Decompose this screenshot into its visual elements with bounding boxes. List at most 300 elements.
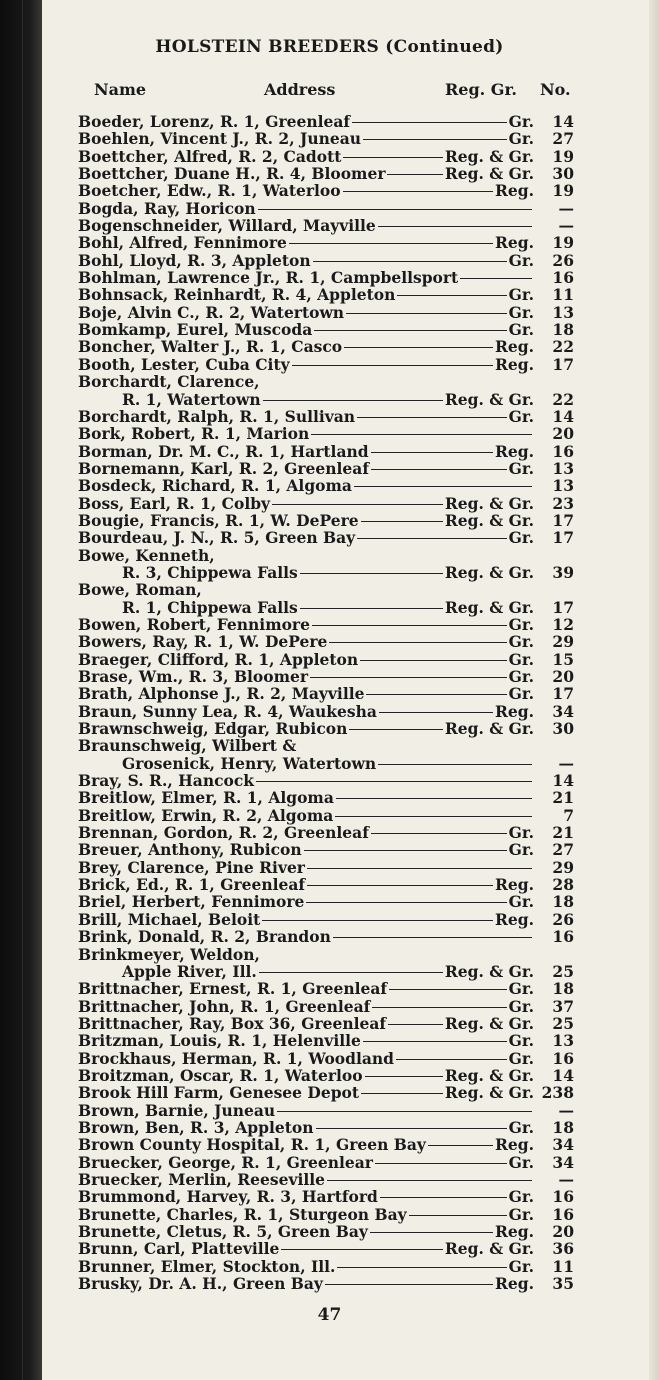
herd-number: 17 — [552, 354, 574, 374]
list-item — [78, 1206, 574, 1223]
registration-type: Reg. — [495, 337, 534, 357]
registration-type: Gr. — [508, 406, 534, 426]
registration-type: Reg. & Gr. — [444, 164, 534, 184]
dotted-leader — [343, 191, 493, 192]
dotted-leader — [346, 313, 507, 314]
herd-number: 20 — [552, 424, 574, 444]
breeder-list — [78, 113, 574, 1292]
list-item — [78, 529, 574, 546]
herd-number: 15 — [552, 649, 574, 669]
dotted-leader — [304, 850, 507, 851]
breeder-name-address: Bosdeck, Richard, R. 1, Algoma — [78, 476, 352, 496]
herd-number: 29 — [552, 632, 574, 652]
breeder-name-address: Bomkamp, Eurel, Muscoda — [78, 320, 313, 340]
dotted-leader — [357, 417, 507, 418]
dotted-leader — [378, 226, 532, 227]
list-item — [78, 1015, 574, 1032]
breeder-name-address: Bohl, Alfred, Fennimore — [78, 233, 287, 253]
registration-type: Gr. — [508, 1152, 534, 1172]
herd-number: 35 — [552, 1274, 574, 1294]
list-item — [78, 408, 574, 425]
breeder-name-address: Briel, Herbert, Fennimore — [78, 892, 305, 912]
dotted-leader — [311, 434, 532, 435]
dotted-leader — [256, 781, 532, 782]
herd-number: 238 — [541, 1083, 574, 1103]
dotted-leader — [327, 1180, 532, 1181]
dotted-leader — [375, 1163, 507, 1164]
dotted-leader — [343, 157, 442, 158]
list-item — [78, 876, 574, 893]
dotted-leader — [460, 278, 532, 279]
breeder-name-address: Boettcher, Alfred, R. 2, Cadott — [78, 146, 342, 166]
column-header-name: Name — [94, 80, 147, 99]
breeder-name-address: Bougie, Francis, R. 1, W. DePere — [78, 510, 359, 530]
list-item — [78, 130, 574, 147]
list-item — [78, 269, 574, 286]
dotted-leader — [329, 642, 506, 643]
list-item — [78, 1084, 574, 1101]
breeder-name-address: Boetcher, Edw., R. 1, Waterloo — [78, 181, 341, 201]
herd-number: 16 — [552, 1204, 574, 1224]
page-title: HOLSTEIN BREEDERS (Continued) — [155, 37, 504, 57]
herd-number: 17 — [552, 597, 574, 617]
herd-number: 19 — [552, 146, 574, 166]
herd-number: 25 — [552, 961, 574, 981]
breeder-name-address: Bohlman, Lawrence Jr., R. 1, Campbellsport — [78, 268, 459, 288]
breeder-name-address: Brath, Alphonse J., R. 2, Mayville — [78, 684, 365, 704]
herd-number: 27 — [552, 129, 574, 149]
herd-number: 14 — [552, 771, 574, 791]
herd-number: 28 — [552, 875, 574, 895]
herd-number: 30 — [552, 719, 574, 739]
list-item — [78, 599, 574, 616]
list-item — [78, 182, 574, 199]
list-item — [78, 581, 574, 598]
dotted-leader — [307, 885, 493, 886]
breeder-name-address: Brennan, Gordon, R. 2, Greenleaf — [78, 823, 369, 843]
breeder-name-address: Bowen, Robert, Fennimore — [78, 614, 310, 634]
herd-number: — — [558, 216, 574, 236]
registration-type: Reg. — [495, 233, 534, 253]
breeder-name-address: Brawnschweig, Edgar, Rubicon — [78, 719, 348, 739]
list-item — [78, 165, 574, 182]
registration-type: Gr. — [508, 840, 534, 860]
registration-type: Reg. — [495, 875, 534, 895]
registration-type: Reg. — [495, 1274, 534, 1294]
list-item — [78, 911, 574, 928]
breeder-name-address: Borchardt, Ralph, R. 1, Sullivan — [78, 406, 356, 426]
dotted-leader — [272, 504, 443, 505]
list-item — [78, 1240, 574, 1257]
dotted-leader — [313, 261, 507, 262]
dotted-leader — [387, 174, 442, 175]
list-item — [78, 321, 574, 338]
breeder-name-address: Brittnacher, Ray, Box 36, Greenleaf — [78, 1013, 387, 1033]
breeder-name-address: Apple River, Ill. — [122, 961, 257, 981]
registration-type: Gr. — [508, 112, 534, 131]
list-item — [78, 859, 574, 876]
dotted-leader — [372, 1007, 506, 1008]
breeder-name-address: Brick, Ed., R. 1, Greenleaf — [78, 875, 306, 895]
herd-number: 7 — [563, 805, 574, 825]
herd-number: 27 — [552, 840, 574, 860]
dotted-leader — [380, 1197, 507, 1198]
list-item — [78, 720, 574, 737]
page-edge — [649, 0, 659, 1380]
herd-number: 16 — [552, 268, 574, 288]
registration-type: Gr. — [508, 129, 534, 149]
herd-number: 21 — [552, 823, 574, 843]
list-item — [78, 234, 574, 251]
list-item — [78, 772, 574, 789]
breeder-name-address: Brown, Barnie, Juneau — [78, 1100, 276, 1120]
dotted-leader — [360, 660, 506, 661]
herd-number: 34 — [552, 1152, 574, 1172]
registration-type: Gr. — [508, 1256, 534, 1276]
herd-number: 16 — [552, 441, 574, 461]
registration-type: Reg. — [495, 441, 534, 461]
dotted-leader — [363, 139, 507, 140]
list-item — [78, 338, 574, 355]
breeder-name-address: Grosenick, Henry, Watertown — [122, 753, 377, 773]
herd-number: 22 — [552, 337, 574, 357]
breeder-name-address: Brockhaus, Herman, R. 1, Woodland — [78, 1048, 395, 1068]
registration-type: Gr. — [508, 892, 534, 912]
herd-number: 14 — [552, 112, 574, 131]
dotted-leader — [300, 608, 443, 609]
breeder-name-address: Booth, Lester, Cuba City — [78, 354, 290, 374]
dotted-leader — [292, 365, 493, 366]
registration-type: Gr. — [508, 320, 534, 340]
list-item — [78, 668, 574, 685]
dotted-leader — [378, 764, 532, 765]
dotted-leader — [307, 868, 532, 869]
list-item — [78, 755, 574, 772]
registration-type: Reg. — [495, 701, 534, 721]
list-item — [78, 252, 574, 269]
list-item — [78, 425, 574, 442]
dotted-leader — [306, 902, 506, 903]
breeder-name-address: R. 3, Chippewa Falls — [122, 562, 298, 582]
dotted-leader — [409, 1215, 507, 1216]
column-header-number: No. — [540, 80, 571, 99]
dotted-leader — [258, 209, 532, 210]
list-item — [78, 998, 574, 1015]
list-item — [78, 460, 574, 477]
breeder-name-address: R. 1, Watertown — [122, 389, 261, 409]
breeder-name-address: R. 1, Chippewa Falls — [122, 597, 298, 617]
dotted-leader — [361, 521, 443, 522]
herd-number: — — [558, 1100, 574, 1120]
dotted-leader — [335, 816, 532, 817]
registration-type: Reg. & Gr. — [444, 1083, 534, 1103]
dotted-leader — [312, 625, 507, 626]
dotted-leader — [396, 1059, 507, 1060]
herd-number: 37 — [552, 996, 574, 1016]
registration-type: Gr. — [508, 1048, 534, 1068]
list-item — [78, 1258, 574, 1275]
breeder-name-address: Boncher, Walter J., R. 1, Casco — [78, 337, 343, 357]
list-item — [78, 113, 574, 130]
dotted-leader — [325, 1284, 493, 1285]
herd-number: 14 — [552, 406, 574, 426]
list-item — [78, 1275, 574, 1292]
list-item — [78, 824, 574, 841]
registration-type: Reg. & Gr. — [444, 1065, 534, 1085]
book-spine-strip — [16, 0, 23, 1380]
breeder-name-address: Brunette, Cletus, R. 5, Green Bay — [78, 1222, 368, 1241]
breeder-name-address: Brink, Donald, R. 2, Brandon — [78, 927, 331, 947]
breeder-name-address: Bowe, Roman, — [78, 580, 202, 600]
breeder-name-address: Brown County Hospital, R. 1, Green Bay — [78, 1135, 426, 1155]
list-item — [78, 1154, 574, 1171]
list-item — [78, 200, 574, 217]
list-item — [78, 703, 574, 720]
herd-number: — — [558, 753, 574, 773]
list-item — [78, 356, 574, 373]
dotted-leader — [310, 677, 507, 678]
dotted-leader — [289, 243, 493, 244]
breeder-name-address: Brook Hill Farm, Genesee Depot — [78, 1083, 360, 1103]
breeder-name-address: Bowers, Ray, R. 1, W. DePere — [78, 632, 328, 652]
herd-number: 20 — [552, 1222, 574, 1241]
registration-type: Reg. & Gr. — [444, 510, 534, 530]
registration-type: Reg. & Gr. — [444, 562, 534, 582]
breeder-name-address: Boss, Earl, R. 1, Colby — [78, 493, 271, 513]
registration-type: Gr. — [508, 458, 534, 478]
list-item — [78, 807, 574, 824]
registration-type: Reg. & Gr. — [444, 719, 534, 739]
breeder-name-address: Breuer, Anthony, Rubicon — [78, 840, 302, 860]
breeder-name-address: Brunner, Elmer, Stockton, Ill. — [78, 1256, 336, 1276]
registration-type: Reg. & Gr. — [444, 493, 534, 513]
herd-number: 11 — [552, 285, 574, 305]
breeder-name-address: Bray, S. R., Hancock — [78, 771, 255, 791]
registration-type: Gr. — [508, 1204, 534, 1224]
dotted-leader — [371, 469, 507, 470]
list-item — [78, 564, 574, 581]
breeder-name-address: Brunn, Carl, Platteville — [78, 1239, 280, 1259]
registration-type: Reg. & Gr. — [444, 146, 534, 166]
dotted-leader — [379, 712, 493, 713]
registration-type: Gr. — [508, 667, 534, 686]
breeder-name-address: Bruecker, Merlin, Reeseville — [78, 1169, 326, 1189]
herd-number: 17 — [552, 528, 574, 548]
list-item — [78, 495, 574, 512]
list-item — [78, 651, 574, 668]
column-header-type: Reg. Gr. — [445, 80, 517, 99]
herd-number: 16 — [552, 927, 574, 947]
breeder-name-address: Bohnsack, Reinhardt, R. 4, Appleton — [78, 285, 396, 305]
herd-number: 18 — [552, 1117, 574, 1137]
list-item — [78, 1223, 574, 1240]
breeder-name-address: Breitlow, Erwin, R. 2, Algoma — [78, 805, 334, 825]
list-item — [78, 633, 574, 650]
dotted-leader — [336, 798, 532, 799]
list-item — [78, 963, 574, 980]
list-item — [78, 477, 574, 494]
dotted-leader — [333, 937, 532, 938]
herd-number: 21 — [552, 788, 574, 808]
breeder-name-address: Boehlen, Vincent J., R. 2, Juneau — [78, 129, 362, 149]
list-item — [78, 391, 574, 408]
dotted-leader — [344, 347, 493, 348]
breeder-name-address: Boje, Alvin C., R. 2, Watertown — [78, 302, 345, 322]
breeder-name-address: Brittnacher, Ernest, R. 1, Greenleaf — [78, 979, 388, 999]
dotted-leader — [366, 694, 506, 695]
registration-type: Reg. — [495, 909, 534, 929]
list-item — [78, 893, 574, 910]
breeder-name-address: Bohl, Lloyd, R. 3, Appleton — [78, 250, 311, 270]
list-item — [78, 1050, 574, 1067]
list-item — [78, 373, 574, 390]
herd-number: 25 — [552, 1013, 574, 1033]
dotted-leader — [337, 1267, 506, 1268]
registration-type: Reg. & Gr. — [444, 1239, 534, 1259]
registration-type: Reg. — [495, 181, 534, 201]
breeder-name-address: Brummond, Harvey, R. 3, Hartford — [78, 1187, 378, 1207]
registration-type: Gr. — [508, 302, 534, 322]
list-item — [78, 304, 574, 321]
herd-number: 13 — [552, 302, 574, 322]
dotted-leader — [259, 972, 443, 973]
dotted-leader — [397, 295, 506, 296]
herd-number: 34 — [552, 701, 574, 721]
list-item — [78, 443, 574, 460]
dotted-leader — [262, 920, 493, 921]
breeder-name-address: Britzman, Louis, R. 1, Helenville — [78, 1031, 361, 1051]
breeder-name-address: Brown, Ben, R. 3, Appleton — [78, 1117, 314, 1137]
dotted-leader — [314, 330, 506, 331]
list-item — [78, 1067, 574, 1084]
list-item — [78, 946, 574, 963]
dotted-leader — [371, 452, 493, 453]
herd-number: 13 — [552, 1031, 574, 1051]
registration-type: Reg. — [495, 1222, 534, 1241]
registration-type: Reg. & Gr. — [444, 961, 534, 981]
list-item — [78, 512, 574, 529]
dotted-leader — [365, 1076, 443, 1077]
dotted-leader — [357, 538, 506, 539]
list-item — [78, 1188, 574, 1205]
herd-number: 26 — [552, 909, 574, 929]
breeder-name-address: Braun, Sunny Lea, R. 4, Waukesha — [78, 701, 377, 721]
list-item — [78, 841, 574, 858]
list-item — [78, 1171, 574, 1188]
dotted-leader — [300, 573, 443, 574]
herd-number: 23 — [552, 493, 574, 513]
list-item — [78, 789, 574, 806]
breeder-name-address: Brinkmeyer, Weldon, — [78, 944, 260, 964]
dotted-leader — [370, 1232, 493, 1233]
herd-number: 26 — [552, 250, 574, 270]
list-item — [78, 547, 574, 564]
breeder-name-address: Bork, Robert, R. 1, Marion — [78, 424, 310, 444]
registration-type: Reg. & Gr. — [444, 597, 534, 617]
herd-number: 18 — [552, 979, 574, 999]
breeder-name-address: Breitlow, Elmer, R. 1, Algoma — [78, 788, 334, 808]
dotted-leader — [371, 833, 507, 834]
herd-number: 30 — [552, 164, 574, 184]
list-item — [78, 928, 574, 945]
registration-type: Gr. — [508, 979, 534, 999]
breeder-name-address: Brittnacher, John, R. 1, Greenleaf — [78, 996, 371, 1016]
list-item — [78, 616, 574, 633]
breeder-name-address: Braunschweig, Wilbert & — [78, 736, 297, 756]
breeder-name-address: Bornemann, Karl, R. 2, Greenleaf — [78, 458, 369, 478]
dotted-leader — [363, 1041, 507, 1042]
list-item — [78, 685, 574, 702]
registration-type: Gr. — [508, 285, 534, 305]
registration-type: Gr. — [508, 649, 534, 669]
herd-number: 18 — [552, 892, 574, 912]
dotted-leader — [263, 400, 443, 401]
registration-type: Reg. — [495, 1135, 534, 1155]
list-item — [78, 217, 574, 234]
dotted-leader — [428, 1145, 493, 1146]
herd-number: 12 — [552, 614, 574, 634]
breeder-name-address: Brusky, Dr. A. H., Green Bay — [78, 1274, 323, 1294]
herd-number: 34 — [552, 1135, 574, 1155]
dotted-leader — [389, 989, 507, 990]
list-item — [78, 1032, 574, 1049]
breeder-name-address: Bruecker, George, R. 1, Greenlear — [78, 1152, 373, 1172]
breeder-name-address: Brunette, Charles, R. 1, Sturgeon Bay — [78, 1204, 407, 1224]
list-item — [78, 1102, 574, 1119]
breeder-name-address: Boettcher, Duane H., R. 4, Bloomer — [78, 164, 386, 184]
registration-type: Gr. — [508, 1117, 534, 1137]
registration-type: Gr. — [508, 823, 534, 843]
page-number: 47 — [317, 1305, 342, 1325]
herd-number: — — [558, 198, 574, 218]
list-item — [78, 1119, 574, 1136]
herd-number: 36 — [552, 1239, 574, 1259]
registration-type: Reg. — [495, 354, 534, 374]
dotted-leader — [277, 1111, 532, 1112]
herd-number: 13 — [552, 476, 574, 496]
registration-type: Gr. — [508, 1187, 534, 1207]
list-item — [78, 980, 574, 997]
registration-type: Gr. — [508, 632, 534, 652]
registration-type: Gr. — [508, 614, 534, 634]
breeder-name-address: Brey, Clarence, Pine River — [78, 857, 305, 877]
herd-number: 19 — [552, 233, 574, 253]
herd-number: — — [558, 1169, 574, 1189]
herd-number: 16 — [552, 1187, 574, 1207]
registration-type: Gr. — [508, 996, 534, 1016]
dotted-leader — [388, 1024, 443, 1025]
list-item — [78, 286, 574, 303]
herd-number: 14 — [552, 1065, 574, 1085]
breeder-name-address: Brill, Michael, Beloit — [78, 909, 261, 929]
herd-number: 17 — [552, 510, 574, 530]
breeder-name-address: Boeder, Lorenz, R. 1, Greenleaf — [78, 112, 351, 131]
herd-number: 13 — [552, 458, 574, 478]
list-item — [78, 737, 574, 754]
breeder-name-address: Braeger, Clifford, R. 1, Appleton — [78, 649, 359, 669]
breeder-name-address: Broitzman, Oscar, R. 1, Waterloo — [78, 1065, 363, 1085]
registration-type: Reg. & Gr. — [444, 1013, 534, 1033]
column-header-address: Address — [264, 80, 336, 99]
herd-number: 22 — [552, 389, 574, 409]
breeder-name-address: Brase, Wm., R. 3, Bloomer — [78, 667, 309, 686]
herd-number: 16 — [552, 1048, 574, 1068]
breeder-name-address: Bogda, Ray, Horicon — [78, 198, 256, 218]
herd-number: 19 — [552, 181, 574, 201]
dotted-leader — [354, 486, 532, 487]
breeder-name-address: Borchardt, Clarence, — [78, 372, 260, 392]
registration-type: Gr. — [508, 250, 534, 270]
